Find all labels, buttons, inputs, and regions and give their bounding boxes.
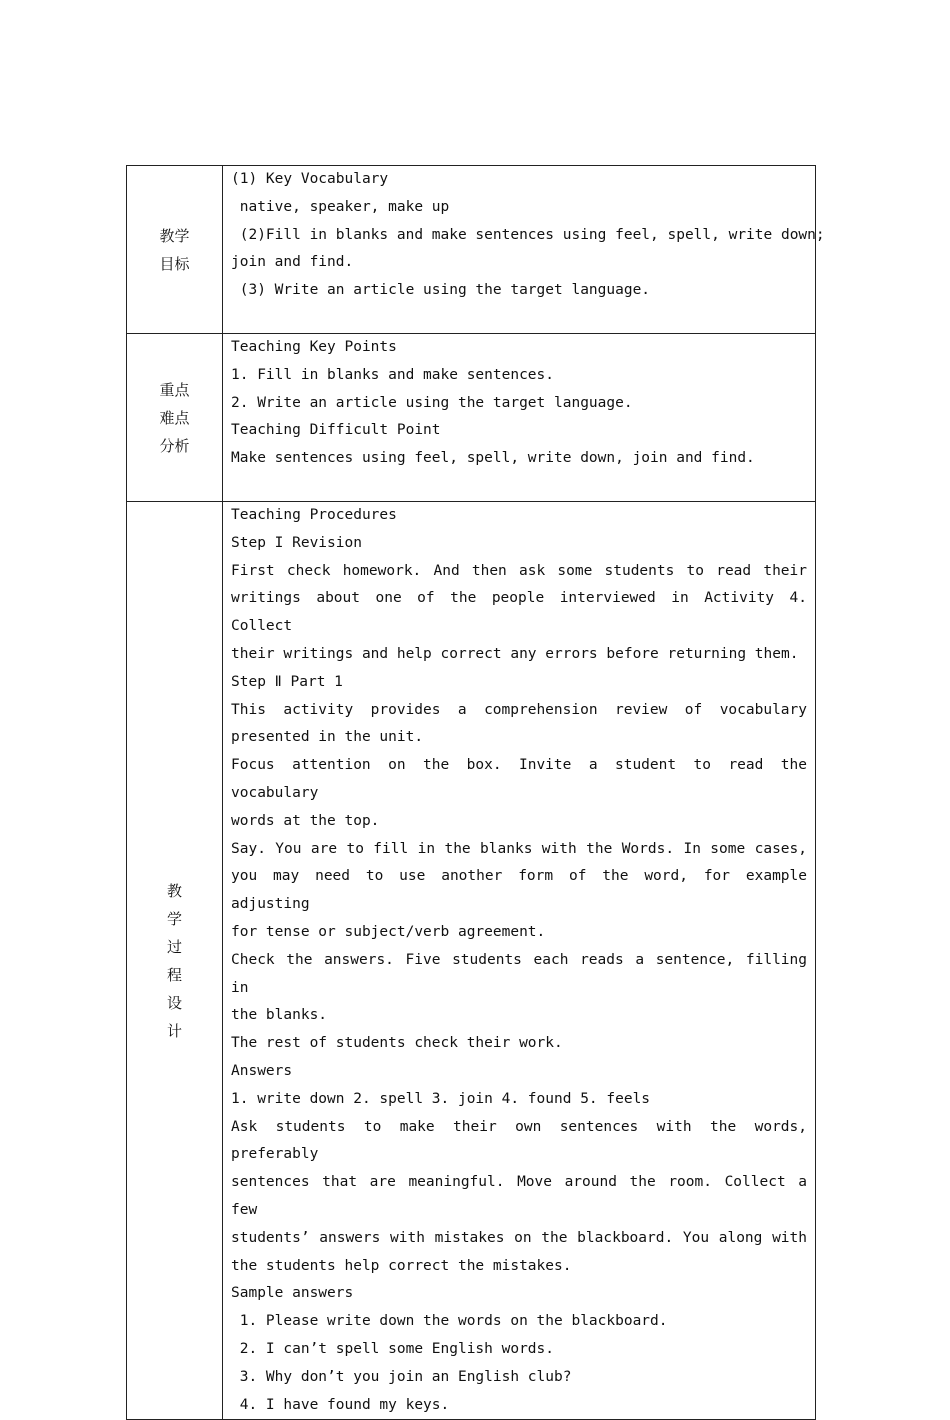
procedure-line: their writings and help correct any errors before returning them. [231,645,799,662]
procedure-line: writings about one of the people interviewed in Activity 4. Collect [231,590,807,635]
procedure-label-4: 程 [166,965,182,984]
procedure-line: Sample answers [231,1285,354,1302]
objectives-line: join and find. [231,254,354,271]
procedure-label-1: 教 [166,881,182,900]
procedure-line: the students help correct the mistakes. [231,1257,572,1274]
procedure-line: Ask students to make their own sentences with the words, preferably [231,1118,807,1163]
analysis-line: 1. Fill in blanks and make sentences. [231,366,555,383]
procedure-line: Teaching Procedures [231,507,397,523]
procedure-line: Focus attention on the box. Invite a student to read the vocabulary [231,757,807,801]
objectives-line: (1) Key Vocabulary [231,171,389,187]
procedure-line: Check the answers. Five students each reads a sentence, filling in [231,951,807,996]
procedure-content [223,502,816,1420]
procedure-label-cell [127,502,223,1420]
procedure-line: you may need to use another form of the word, for example adjusting [231,868,807,913]
objectives-label-cell [127,166,223,334]
procedure-line: Step Ⅱ Part 1 [231,673,343,690]
procedure-label-5: 设 [166,993,182,1012]
objectives-line: (2)Fill in blanks and make sentences using feel, spell, write down; [231,226,825,243]
procedure-label-6: 计 [166,1021,182,1040]
analysis-line: Teaching Difficult Point [231,422,441,439]
analysis-content [223,334,816,502]
procedure-line: 1. write down 2. spell 3. join 4. found 5. feels [231,1090,651,1107]
objectives-row [127,166,816,334]
procedure-line: First check homework. And then ask some students to read their [231,562,807,579]
procedure-line: This activity provides a comprehension review of vocabulary [231,701,807,718]
objectives-line: native, speaker, make up [231,198,450,215]
procedure-line: The rest of students check their work. [231,1035,563,1052]
procedure-line: sentences that are meaningful. Move around the room. Collect a few [231,1174,807,1218]
procedure-line: the blanks. [231,1007,328,1024]
objectives-label-1: 教学 [159,226,190,245]
objectives-line: (3) Write an article using the target language. [231,282,651,299]
analysis-label-cell [127,334,223,502]
lesson-plan-table [126,165,825,1420]
procedure-line: Step I Revision [231,534,362,551]
procedure-line: students’ answers with mistakes on the blackboard. You along with [231,1229,807,1246]
analysis-label-3: 分析 [159,436,190,455]
procedure-line: 4. I have found my keys. [231,1396,450,1413]
procedure-line: Answers [231,1062,293,1079]
analysis-label-1: 重点 [159,380,190,399]
objectives-label-2: 目标 [159,254,190,273]
objectives-content [223,166,825,334]
procedure-line: presented in the unit. [231,729,424,746]
procedure-line: 3. Why don’t you join an English club? [231,1368,572,1385]
analysis-label-2: 难点 [159,408,190,427]
analysis-line: Teaching Key Points [231,339,397,355]
procedure-line: 2. I can’t spell some English words. [231,1340,555,1357]
analysis-line: Make sentences using feel, spell, write down, join and find. [231,450,755,467]
procedure-line: for tense or subject/verb agreement. [231,923,546,940]
analysis-line: 2. Write an article using the target language. [231,394,633,411]
procedure-line: Say. You are to fill in the blanks with the Words. In some cases, [231,840,807,857]
analysis-row [127,334,816,502]
procedure-line: 1. Please write down the words on the blackboard. [231,1313,668,1330]
procedure-line: words at the top. [231,812,380,829]
procedure-label-2: 学 [166,909,182,928]
procedure-row [127,502,816,1420]
procedure-label-3: 过 [166,937,182,956]
